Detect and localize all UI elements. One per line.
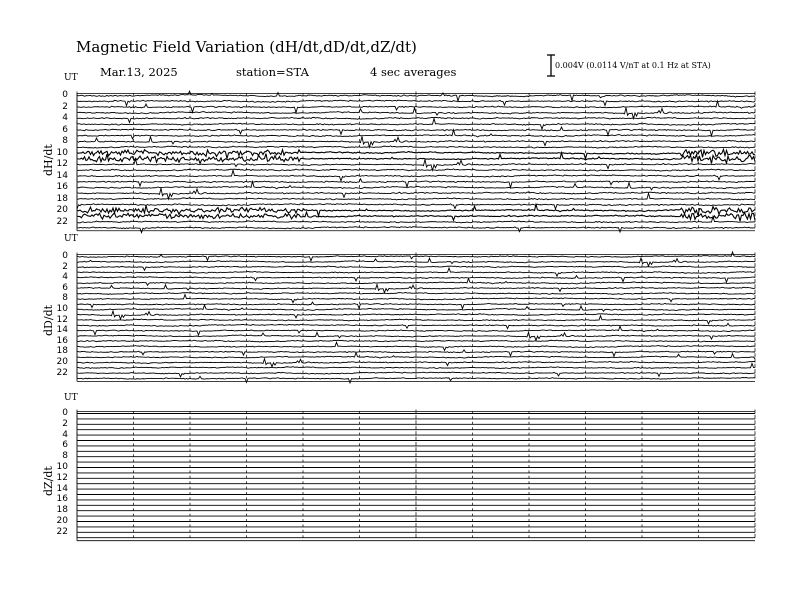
- row-tick-marks: [77, 207, 755, 211]
- row-tick-marks: [77, 447, 755, 451]
- ut-label-dh: UT: [64, 73, 78, 83]
- row-tick-marks: [77, 258, 755, 262]
- ut-hour-label: 14: [56, 483, 68, 494]
- scale-bar: [547, 55, 555, 76]
- dz-dt-panel: [77, 410, 755, 541]
- row-tick-marks: [77, 97, 755, 101]
- row-tick-marks: [77, 155, 755, 159]
- ut-hour-label: 16: [56, 494, 68, 505]
- dz-dt-axis-label: dZ/dt: [42, 466, 55, 496]
- row-tick-marks: [77, 491, 755, 495]
- ut-label-dd: UT: [64, 234, 78, 244]
- row-tick-marks: [77, 295, 755, 299]
- ut-hour-label: 10: [56, 147, 68, 158]
- averaging-label: 4 sec averages: [370, 65, 457, 79]
- ut-hour-label: 0: [62, 251, 68, 261]
- dh-dt-panel: [77, 91, 755, 232]
- ut-hour-label: 0: [62, 90, 68, 100]
- ut-hour-label: 8: [62, 293, 68, 304]
- dd-dt-axis-label: dD/dt: [42, 304, 55, 336]
- row-tick-marks: [77, 166, 755, 170]
- ut-hour-label: 12: [56, 314, 68, 325]
- ut-hour-label: 8: [62, 451, 68, 462]
- ut-hour-label: 6: [62, 282, 68, 293]
- ut-hour-label: 22: [56, 526, 68, 537]
- row-tick-marks: [77, 518, 755, 522]
- row-tick-marks: [77, 474, 755, 478]
- row-tick-marks: [77, 321, 755, 325]
- chart-title: Magnetic Field Variation (dH/dt,dD/dt,dZ/dt): [76, 38, 417, 56]
- row-tick-marks: [77, 480, 755, 484]
- ut-hour-label: 22: [56, 367, 68, 378]
- ut-hour-label: 10: [56, 304, 68, 314]
- row-tick-marks: [77, 426, 755, 430]
- ut-hour-label: 10: [56, 462, 68, 472]
- station-label: station=STA: [236, 65, 309, 79]
- scale-note: 0.004V (0.0114 V/nT at 0.1 Hz at STA): [555, 61, 711, 70]
- ut-hour-label: 20: [56, 205, 68, 215]
- ut-hour-label: 4: [62, 272, 68, 283]
- ut-hour-label: 18: [56, 505, 68, 516]
- row-tick-marks: [77, 332, 755, 336]
- row-tick-marks: [77, 311, 755, 315]
- row-tick-marks: [77, 485, 755, 489]
- row-tick-marks: [77, 374, 755, 378]
- row-tick-marks: [77, 528, 755, 532]
- dh-dt-axis-label: dH/dt: [42, 144, 55, 176]
- ut-hour-label: 22: [56, 216, 68, 227]
- row-tick-marks: [77, 496, 755, 500]
- ut-hour-label: 4: [62, 113, 68, 123]
- ut-hour-label: 16: [56, 182, 68, 192]
- row-tick-marks: [77, 453, 755, 457]
- ut-hour-label: 6: [62, 440, 68, 451]
- row-tick-marks: [77, 431, 755, 435]
- row-tick-marks: [77, 420, 755, 424]
- ut-hour-label: 6: [62, 124, 68, 135]
- row-tick-marks: [77, 534, 755, 538]
- date-label: Mar.13, 2025: [100, 65, 178, 79]
- ut-hour-label: 18: [56, 193, 68, 204]
- ut-hour-label: 8: [62, 136, 68, 146]
- ut-hour-label: 12: [56, 159, 68, 169]
- row-tick-marks: [77, 149, 755, 153]
- ut-hour-label: 2: [62, 101, 68, 112]
- row-tick-marks: [77, 442, 755, 446]
- row-tick-marks: [77, 523, 755, 527]
- ut-hour-label: 14: [56, 170, 68, 181]
- row-tick-marks: [77, 415, 755, 419]
- row-tick-marks: [77, 327, 755, 331]
- ut-hour-label: 16: [56, 335, 68, 346]
- row-tick-marks: [77, 348, 755, 352]
- ut-hour-label: 20: [56, 357, 68, 367]
- ut-hour-label: 2: [62, 418, 68, 429]
- row-tick-marks: [77, 224, 755, 228]
- ut-hour-label: 14: [56, 325, 68, 336]
- row-tick-marks: [77, 218, 755, 222]
- ut-hour-label: 2: [62, 261, 68, 272]
- row-tick-marks: [77, 458, 755, 462]
- ut-hour-label: 20: [56, 516, 68, 526]
- row-tick-marks: [77, 464, 755, 468]
- dd-dt-panel: [77, 252, 755, 383]
- row-tick-marks: [77, 501, 755, 505]
- ut-hour-label: 4: [62, 429, 68, 440]
- ut-hour-label: 12: [56, 472, 68, 483]
- ut-hour-label: 18: [56, 346, 68, 357]
- row-tick-marks: [77, 512, 755, 516]
- row-tick-marks: [77, 120, 755, 124]
- ut-label-dz: UT: [64, 393, 78, 403]
- row-tick-marks: [77, 469, 755, 473]
- ut-hour-label: 0: [62, 408, 68, 418]
- row-tick-marks: [77, 437, 755, 441]
- row-tick-marks: [77, 507, 755, 511]
